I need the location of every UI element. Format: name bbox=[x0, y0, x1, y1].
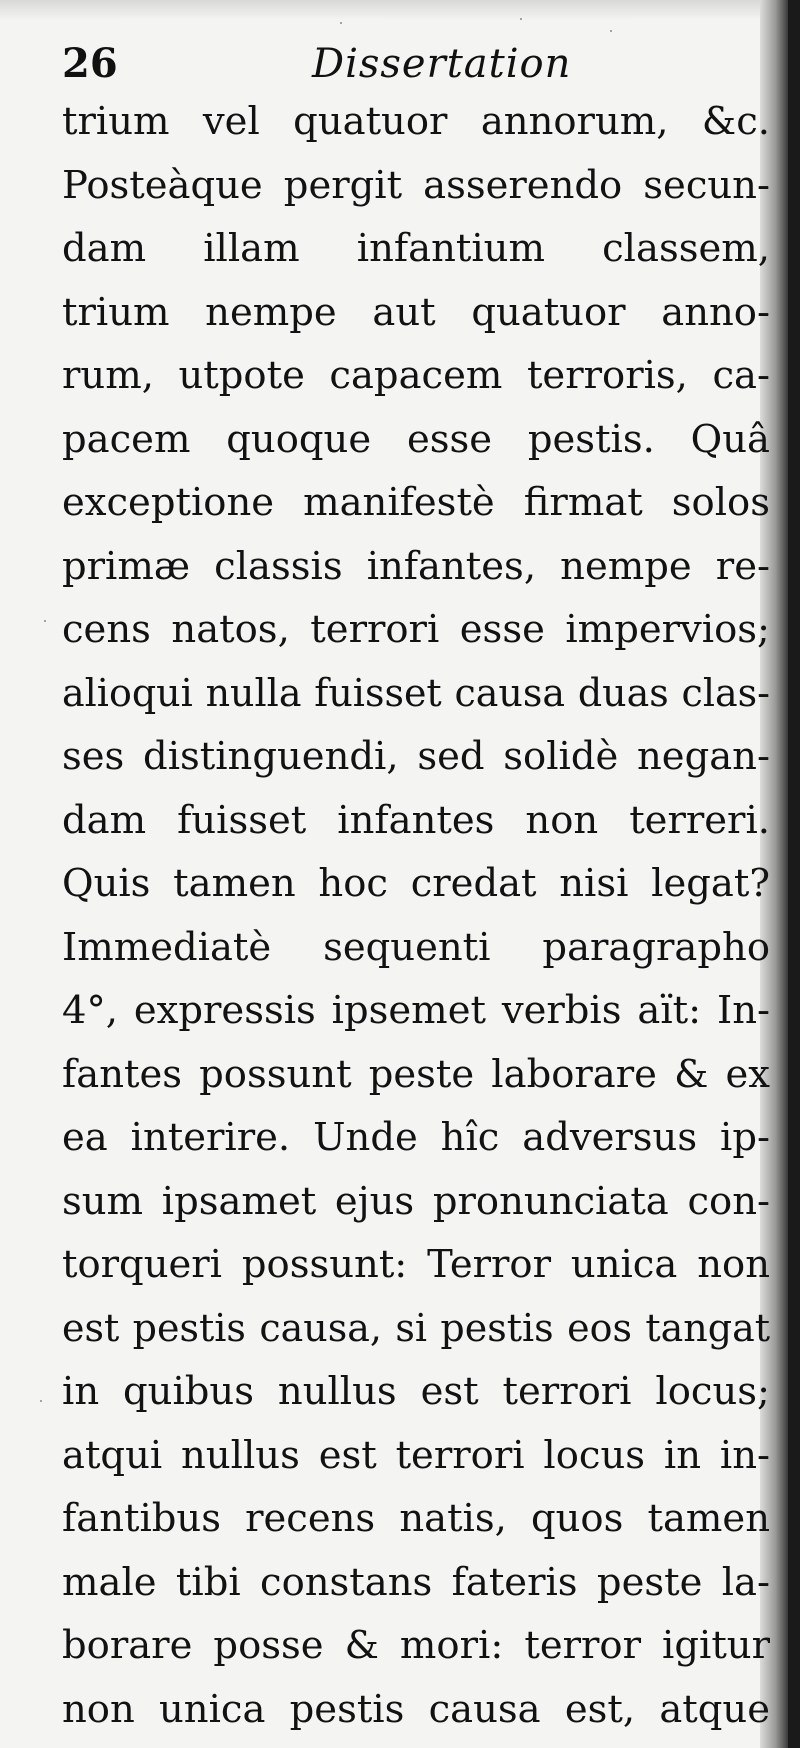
text-line: exceptione manifestè firmat solos bbox=[62, 480, 770, 525]
text-line: atqui nullus est terrori locus in in- bbox=[62, 1432, 770, 1478]
text-line: in quibus nullus est terrori locus; bbox=[62, 1369, 770, 1414]
text-line: rum, utpote capacem terroris, ca- bbox=[62, 353, 770, 398]
page-top-shadow bbox=[0, 0, 788, 20]
text-line: non unica pestis causa est, atque bbox=[62, 1686, 770, 1732]
text-line: fantibus recens natis, quos tamen bbox=[62, 1496, 770, 1541]
page-header bbox=[62, 38, 762, 90]
text-line: 4°, expressis ipsemet verbis aït: In- bbox=[62, 988, 770, 1033]
text-line: trium vel quatuor annorum, &c. bbox=[62, 99, 770, 144]
ink-speck bbox=[340, 22, 342, 24]
text-line: fantes possunt peste laborare & ex bbox=[62, 1051, 770, 1097]
text-line: ses distinguendi, sed solidè negan- bbox=[62, 734, 770, 779]
text-line: est pestis causa, si pestis eos tangat bbox=[62, 1305, 770, 1350]
page-number: 26 bbox=[62, 40, 118, 87]
text-line: Posteàque pergit asserendo secun- bbox=[62, 162, 770, 208]
text-line: trium nempe aut quatuor anno- bbox=[62, 289, 770, 335]
text-line: male tibi constans fateris peste la- bbox=[62, 1559, 770, 1605]
text-line: Immediatè sequenti paragrapho bbox=[62, 924, 770, 970]
body-text bbox=[62, 90, 770, 1741]
ink-speck bbox=[610, 30, 612, 32]
running-head: Dissertation bbox=[312, 41, 572, 87]
text-line: alioqui nulla fuisset causa duas clas- bbox=[62, 670, 770, 715]
text-line: sum ipsamet ejus pronunciata con- bbox=[62, 1178, 770, 1224]
text-line: primæ classis infantes, nempe re- bbox=[62, 543, 770, 589]
ink-speck bbox=[40, 1400, 42, 1402]
text-line: torqueri possunt: Terror unica non bbox=[62, 1242, 770, 1287]
text-line: cens natos, terrori esse impervios; bbox=[62, 607, 770, 652]
text-line: Quis tamen hoc credat nisi legat? bbox=[62, 861, 770, 906]
text-line: borare posse & mori: terror igitur bbox=[62, 1623, 770, 1668]
text-line: dam fuisset infantes non terreri. bbox=[62, 797, 770, 843]
ink-speck bbox=[44, 620, 46, 622]
ink-speck bbox=[520, 18, 522, 20]
text-line: ea interire. Unde hîc adversus ip- bbox=[62, 1115, 770, 1160]
text-line: dam illam infantium classem, bbox=[62, 226, 770, 271]
text-line: pacem quoque esse pestis. Quâ bbox=[62, 416, 770, 462]
